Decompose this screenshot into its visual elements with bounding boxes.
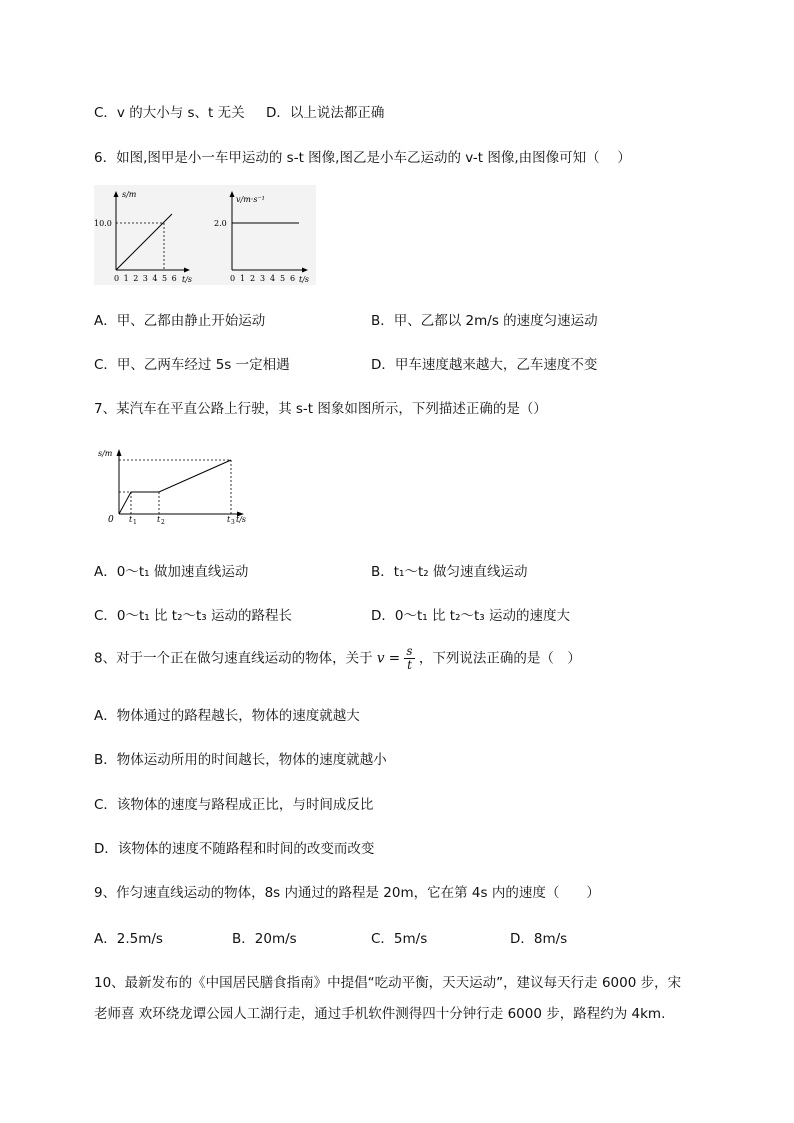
q6-jia-xtick-4: 4	[152, 274, 158, 283]
q7-graph	[94, 440, 264, 530]
q6-yi-xtick-1: 1	[240, 274, 246, 283]
q6-jia-ylabel: s/m	[122, 190, 137, 199]
q8-option-a: A．物体通过的路程越长，物体的速度就越大	[94, 708, 360, 724]
q6-jia-ytick: 10.0	[94, 219, 112, 228]
q6-option-c: C．甲、乙两车经过 5s 一定相遇	[94, 357, 290, 373]
q7-option-d: D．0～t₁ 比 t₂～t₃ 运动的速度大	[371, 608, 570, 624]
q6-yi-xtick-4: 4	[270, 274, 276, 283]
q8-option-c: C．该物体的速度与路程成正比，与时间成反比	[94, 797, 374, 813]
q6-jia-xtick-1: 1	[123, 274, 129, 283]
q8-formula-den: t	[407, 658, 412, 672]
q8-stem-before: 8、对于一个正在做匀速直线运动的物体，关于	[94, 650, 373, 667]
q6-option-a: A．甲、乙都由静止开始运动	[94, 313, 266, 329]
q8-formula-lhs: v =	[376, 650, 401, 667]
q7-ylabel: s/m	[98, 449, 113, 458]
q7-option-c: C．0～t₁ 比 t₂～t₃ 运动的路程长	[94, 608, 293, 624]
q5-option-d: D．以上说法都正确	[266, 105, 385, 121]
q6-yi-xtick-2: 2	[250, 274, 256, 283]
q6-jia-xtick-2: 2	[133, 274, 139, 283]
q6-option-d: D．甲车速度越来越大，乙车速度不变	[371, 357, 598, 373]
q6-yi-xlabel: t/s	[299, 275, 310, 284]
q6-jia-xlabel: t/s	[182, 275, 193, 284]
q7-option-b: B．t₁～t₂ 做匀速直线运动	[371, 564, 528, 580]
q6-jia-xtick-5: 5	[162, 274, 168, 283]
q9-stem: 9、作匀速直线运动的物体，8s 内通过的路程是 20m，它在第 4s 内的速度（ ）	[94, 885, 600, 901]
q7-t3-sub: 3	[231, 519, 235, 526]
q9-option-b: B．20m/s	[232, 931, 297, 947]
q8-stem-after: ，下列说法正确的是（ ）	[418, 650, 581, 667]
q6-stem: 6．如图,图甲是小一车甲运动的 s-t 图像,图乙是小车乙运动的 v-t 图像,由图像可知（ ）	[94, 150, 631, 166]
q7-stem: 7、某汽车在平直公路上行驶，其 s-t 图象如图所示，下列描述正确的是（）	[94, 401, 547, 417]
q10-line-2: 老师喜 欢环绕龙谭公园人工湖行走，通过手机软件测得四十分钟行走 6000 步，路程约为 4km.	[94, 1006, 666, 1022]
q6-yi-xtick-6: 6	[290, 274, 296, 283]
q7-t2-sub: 2	[161, 519, 165, 526]
q8-formula-num: s	[406, 644, 413, 658]
q9-option-c: C．5m/s	[371, 931, 428, 947]
q6-jia-xtick-0: 0	[114, 274, 120, 283]
q6-yi-ytick: 2.0	[214, 219, 227, 228]
q8-formula-fraction	[404, 645, 414, 672]
q6-jia-xtick-3: 3	[142, 274, 148, 283]
q6-yi-ylabel: v/m·s⁻¹	[236, 195, 265, 204]
q9-option-d: D．8m/s	[510, 931, 568, 947]
q5-option-c: C．v 的大小与 s、t 无关	[94, 105, 245, 121]
q6-option-b: B．甲、乙都以 2m/s 的速度匀速运动	[371, 313, 598, 329]
q7-t2-label: t	[157, 515, 161, 524]
q6-jia-xtick-6: 6	[171, 274, 177, 283]
q6-yi-xtick-5: 5	[280, 274, 286, 283]
q6-yi-xtick-0: 0	[230, 274, 236, 283]
q7-option-a: A．0～t₁ 做加速直线运动	[94, 564, 249, 580]
q7-t3-label: t	[227, 515, 231, 524]
q6-graphs	[94, 185, 316, 285]
q7-t1-sub: 1	[133, 519, 137, 526]
q9-option-a: A．2.5m/s	[94, 931, 163, 947]
q8-option-d: D．该物体的速度不随路程和时间的改变而改变	[94, 841, 375, 857]
q8-stem	[94, 645, 581, 672]
q7-xlabel: t/s	[236, 515, 247, 524]
q7-origin: 0	[108, 515, 114, 525]
q10-line-1: 10、最新发布的《中国居民膳食指南》中提倡“吃动平衡，天天运动”，建议每天行走 6000 步，宋	[94, 975, 682, 991]
q8-option-b: B．物体运动所用的时间越长，物体的速度就越小	[94, 752, 387, 768]
q6-yi-xtick-3: 3	[260, 274, 266, 283]
q7-t1-label: t	[129, 515, 133, 524]
